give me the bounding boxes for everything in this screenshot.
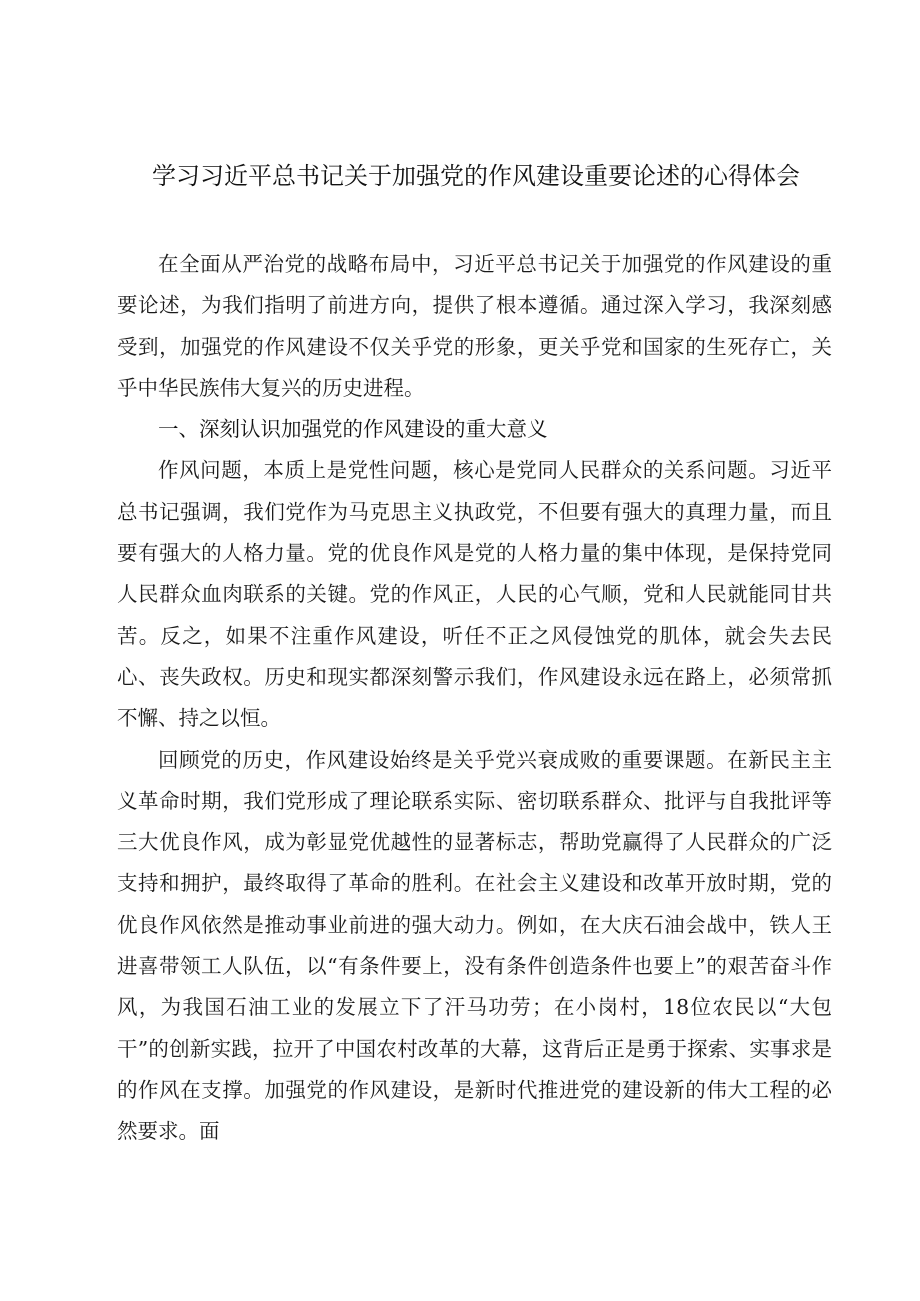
section-paragraph: 回顾党的历史，作风建设始终是关乎党兴衰成败的重要课题。在新民主主义革命时期，我们党形成了理论联系实际、密切联系群众、批评与自我批评等三大优良作风，成为彰显党优越性的显著标志，帮助党赢得了人民群众的广泛支持和拥护，最终取得了革命的胜利。在社会主义建设和改革开放时期，党的优良作风依然是推动事业前进的强大动力。例如，在大庆石油会战中，铁人王进喜带领工人队伍，以“有条件要上，没有条件创造条件也要上”的艰苦奋斗作风，为我国石油工业的发展立下了汗马功劳；在小岗村，18位农民以“大包干”的创新实践，拉开了中国农村改革的大幕，这背后正是勇于探索、实事求是的作风在支撑。加强党的作风建设，是新时代推进党的建设新的伟大工程的必然要求。面 xyxy=(117,747,832,1144)
section-heading: 一、深刻认识加强党的作风建设的重大意义 xyxy=(158,417,548,442)
section-paragraph: 作风问题，本质上是党性问题，核心是党同人民群众的关系问题。习近平总书记强调，我们党作为马克思主义执政党，不但要有强大的真理力量，而且要有强大的人格力量。党的优良作风是党的人格力量的集中体现，是保持党同人民群众血肉联系的关键。党的作风正，人民的心气顺，党和人民就能同甘共苦。反之，如果不注重作风建设，听任不正之风侵蚀党的肌体，就会失去民心、丧失政权。历史和现实都深刻警示我们，作风建设永远在路上，必须常抓不懈、持之以恒。 xyxy=(117,458,832,731)
document-title: 学习习近平总书记关于加强党的作风建设重要论述的心得体会 xyxy=(152,162,800,190)
intro-paragraph: 在全面从严治党的战略布局中，习近平总书记关于加强党的作风建设的重要论述，为我们指明了前进方向，提供了根本遵循。通过深入学习，我深刻感受到，加强党的作风建设不仅关乎党的形象，更关乎党和国家的生死存亡，关乎中华民族伟大复兴的历史进程。 xyxy=(117,252,832,400)
document-body xyxy=(117,244,832,1153)
